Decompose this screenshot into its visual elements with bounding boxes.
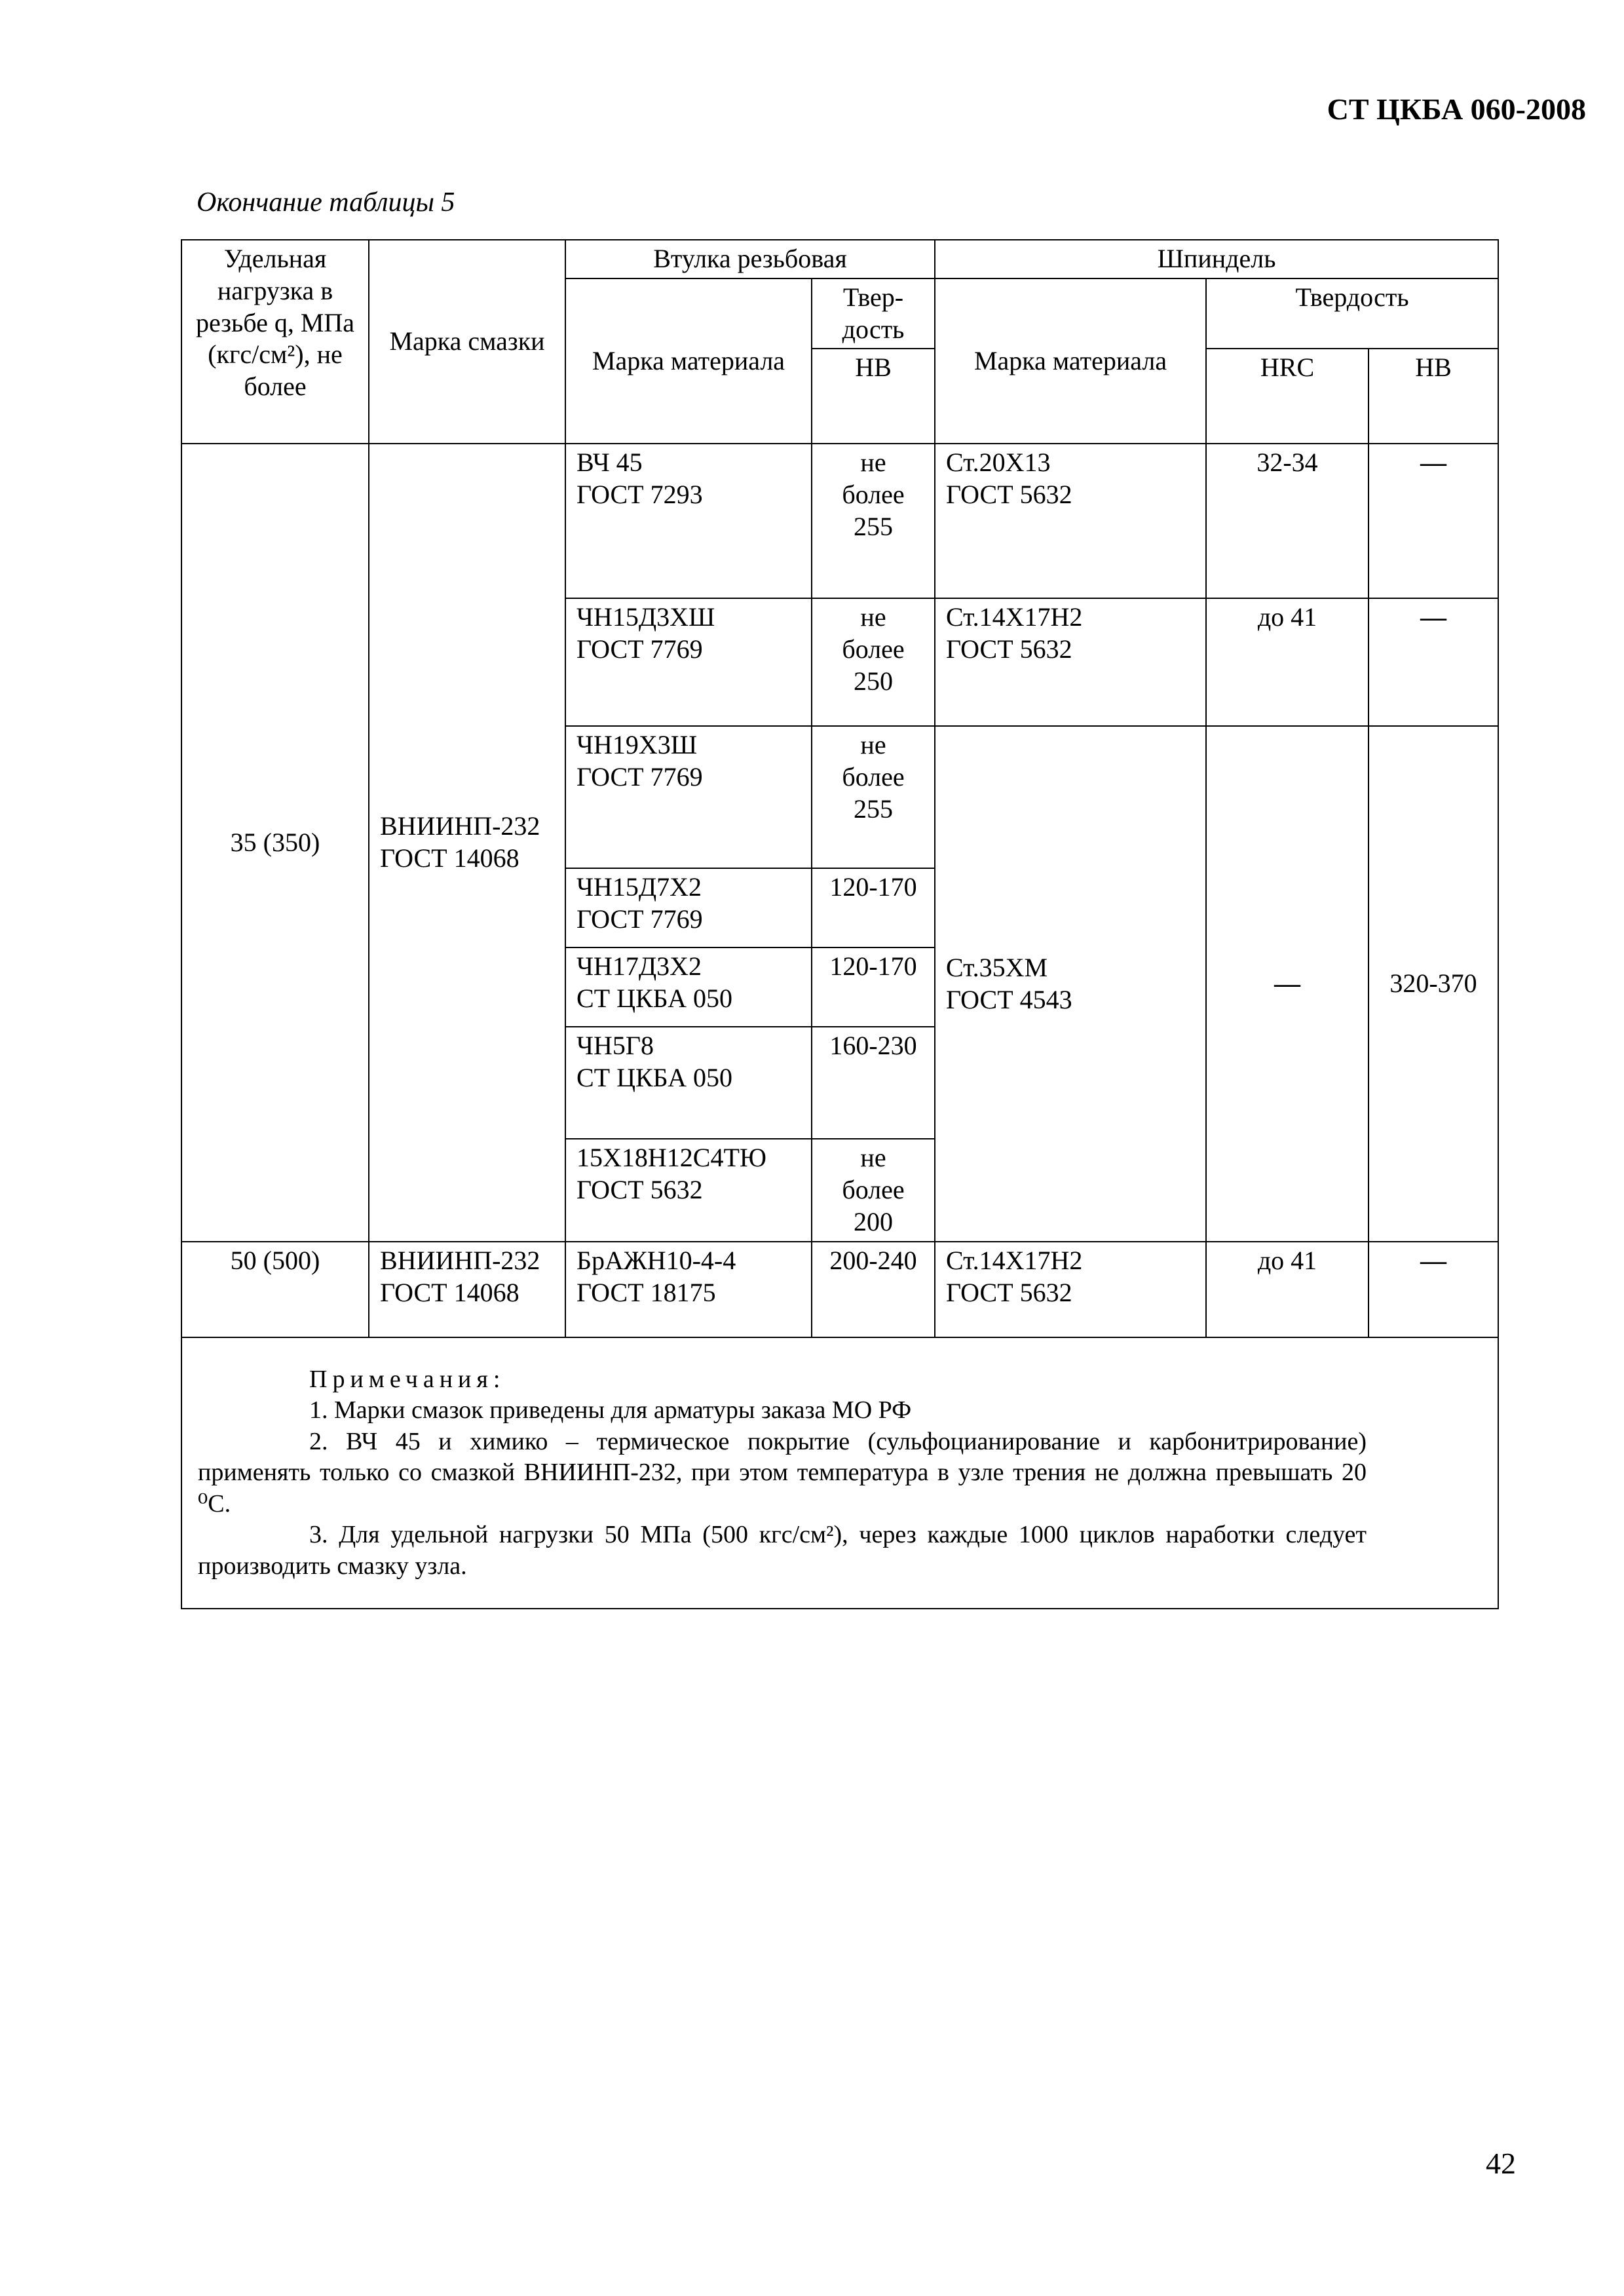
load-cell: 50 (500) [181, 1242, 369, 1337]
spindle-material-cell: Ст.35ХМ ГОСТ 4543 [935, 726, 1206, 1241]
document-code: СТ ЦКБА 060-2008 [1327, 92, 1586, 126]
spindle-hrc-cell: — [1206, 726, 1369, 1241]
header-spindle-hrc: HRC [1206, 349, 1369, 444]
spindle-hrc-cell: до 41 [1206, 598, 1369, 726]
bushing-hb-cell: 200-240 [812, 1242, 935, 1337]
bushing-hb-cell: не более 255 [812, 726, 935, 868]
header-row-1 [181, 240, 1498, 278]
bushing-hb-cell: не более 250 [812, 598, 935, 726]
load-cell: 35 (350) [181, 444, 369, 1241]
spindle-hb-cell: 320-370 [1369, 726, 1498, 1241]
bushing-material-cell: БрАЖН10-4-4 ГОСТ 18175 [565, 1242, 812, 1337]
lubricant-cell: ВНИИНП-232 ГОСТ 14068 [369, 1242, 565, 1337]
note-3: 3. Для удельной нагрузки 50 МПа (500 кгс/см²), через каждые 1000 циклов наработки следует производить смазку узла. [198, 1521, 1367, 1580]
header-spindle-hb: НВ [1369, 349, 1498, 444]
spindle-hb-cell: — [1369, 444, 1498, 598]
notes-title: Примечания: [309, 1365, 506, 1393]
bushing-material-cell: ЧН19Х3Ш ГОСТ 7769 [565, 726, 812, 868]
spindle-material-cell: Ст.14Х17Н2 ГОСТ 5632 [935, 598, 1206, 726]
bushing-material-cell: ЧН17Д3Х2 СТ ЦКБА 050 [565, 947, 812, 1027]
bushing-hb-cell: не более 255 [812, 444, 935, 598]
bushing-material-cell: ЧН15Д3ХШ ГОСТ 7769 [565, 598, 812, 726]
header-spindle-material: Марка материала [935, 278, 1206, 444]
page-number: 42 [1486, 2147, 1516, 2180]
spindle-hb-cell: — [1369, 1242, 1498, 1337]
table-row [181, 444, 1498, 598]
note-1: 1. Марки смазок приведены для арматуры заказа МО РФ [309, 1396, 912, 1425]
bushing-hb-cell: не более 200 [812, 1139, 935, 1241]
spindle-hb-cell: — [1369, 598, 1498, 726]
header-bushing-hardness: Твер- дость [812, 278, 935, 349]
notes-cell [181, 1337, 1498, 1609]
header-bushing: Втулка резьбовая [565, 240, 935, 278]
header-spindle-hardness: Твердость [1206, 278, 1498, 349]
bushing-material-cell: 15Х18Н12С4ТЮ ГОСТ 5632 [565, 1139, 812, 1241]
header-bushing-material: Марка материала [565, 278, 812, 444]
table-caption: Окончание таблицы 5 [197, 187, 455, 218]
header-load: Удельная нагрузка в резьбе q, МПа (кгс/см²), не более [181, 240, 369, 444]
bushing-material-cell: ЧН5Г8 СТ ЦКБА 050 [565, 1027, 812, 1139]
bushing-material-cell: ВЧ 45 ГОСТ 7293 [565, 444, 812, 598]
spindle-hrc-cell: до 41 [1206, 1242, 1369, 1337]
header-bushing-hb: НВ [812, 349, 935, 444]
spindle-material-cell: Ст.20Х13 ГОСТ 5632 [935, 444, 1206, 598]
header-spindle: Шпиндель [935, 240, 1498, 278]
bushing-hb-cell: 120-170 [812, 947, 935, 1027]
bushing-hb-cell: 120-170 [812, 868, 935, 947]
spindle-material-cell: Ст.14Х17Н2 ГОСТ 5632 [935, 1242, 1206, 1337]
spindle-hrc-cell: 32-34 [1206, 444, 1369, 598]
bushing-hb-cell: 160-230 [812, 1027, 935, 1139]
note-2: 2. ВЧ 45 и химико – термическое покрытие (сульфоцианирование и карбонитрирование) применять только со смазкой ВНИИНП-232, при этом температура в узле трения не должна превышать 20 ⁰С. [198, 1427, 1367, 1518]
spec-table [181, 239, 1499, 1609]
bushing-material-cell: ЧН15Д7Х2 ГОСТ 7769 [565, 868, 812, 947]
header-lubricant: Марка смазки [369, 240, 565, 444]
table-row [181, 1242, 1498, 1337]
notes-row [181, 1337, 1498, 1609]
lubricant-cell: ВНИИНП-232 ГОСТ 14068 [369, 444, 565, 1241]
